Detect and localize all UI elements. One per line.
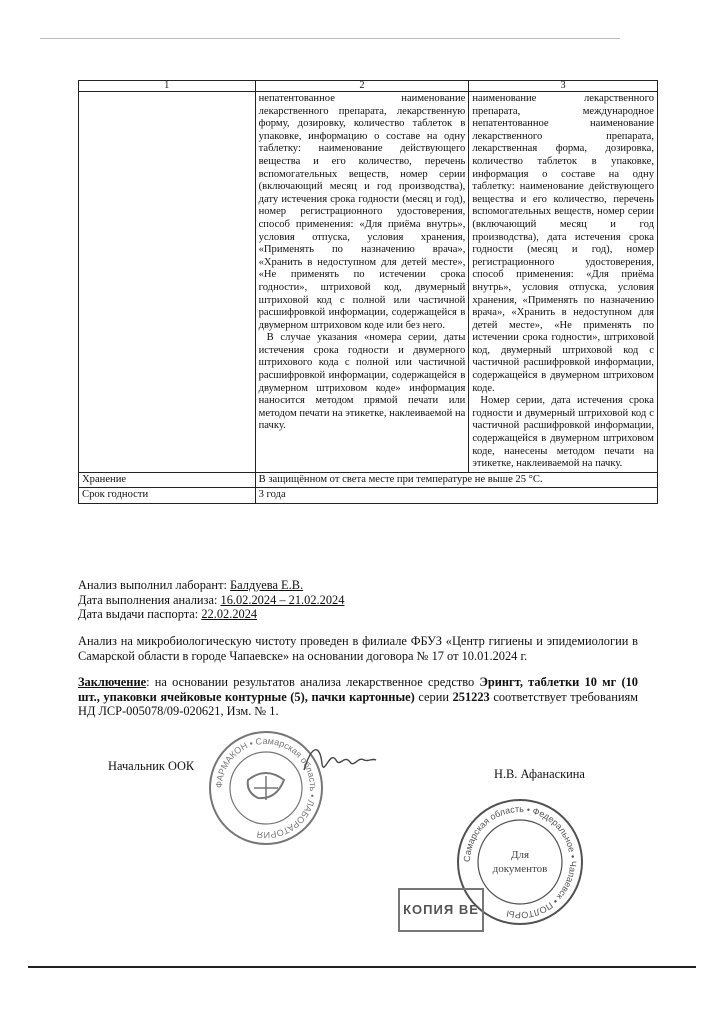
signature-icon: [300, 740, 380, 780]
conclusion-product: Эрингт, таблетки 10 мг (10 шт., упаковки ячейковые контурные (5), пачки картонные): [78, 675, 638, 704]
header-col-1: 1: [79, 81, 256, 92]
analysis-info: [78, 578, 638, 622]
analysis-dates-line: [78, 593, 638, 608]
right-stamp-ring-text: Самарская область • Федеральное • Чапаевск • ПОЛТОРЫ: [461, 803, 579, 921]
signature-title-left: Начальник ООК: [108, 759, 195, 773]
left-stamp-ring-text: ФАРМАКОН • Самарская область • ЛАБОРАТОРИЯ: [213, 735, 319, 841]
shelf-life-label: Срок годности: [79, 488, 256, 504]
requirements-paragraph: В случае указания «номера серии, даты истечения срока годности и двумерного штрихового кода с полной или частичной расшифровкой информации, содержащейся в двумерном штриховом коде» информация наносится методом прямой печати или методом печати на этикетке, наклеиваемой на пачку.: [258, 332, 466, 432]
scan-bottom-edge: [28, 966, 696, 968]
analysis-dates-value: 16.02.2024 – 21.02.2024: [220, 592, 345, 607]
conclusion-text-3: соответствует требованиям НД ЛСР-005078/09-020621, Изм. № 1.: [78, 689, 638, 718]
conclusion-text-1: : на основании результатов анализа лекарственное средство: [146, 675, 480, 689]
right-stamp-line-2: документов: [492, 863, 548, 875]
signature-name-right: Н.В. Афанаскина: [494, 767, 585, 781]
right-stamp-line-1: Для: [510, 849, 530, 861]
passport-table: [78, 80, 658, 504]
conclusion-text-2: серии: [414, 689, 453, 704]
results-cell: [469, 92, 658, 473]
header-col-3: 3: [469, 81, 658, 92]
table-row: [79, 488, 658, 504]
storage-value: В защищённом от света месте при температуре не выше 25 °С.: [255, 472, 657, 488]
conclusion-label: Заключение: [78, 675, 147, 689]
issue-date-label: Дата выдачи паспорта:: [78, 607, 202, 621]
performer-line: [78, 578, 638, 593]
conclusion: [78, 675, 638, 719]
table-row: [79, 472, 658, 488]
shelf-life-value: 3 года: [255, 488, 657, 504]
requirements-cell: [255, 92, 469, 473]
issue-date-line: [78, 607, 638, 622]
scan-top-edge: [40, 38, 620, 39]
table-row: [79, 92, 658, 473]
conclusion-series: 251223: [452, 689, 490, 704]
header-col-2: 2: [255, 81, 469, 92]
copy-stamp: КОПИЯ ВЕ: [398, 888, 484, 932]
signature-scribble: [300, 740, 380, 780]
performer-label: Анализ выполнил лаборант:: [78, 578, 231, 592]
requirements-paragraph: непатентованное наименование лекарственного препарата, лекарственную форму, дозировку, количество таблеток в упаковке, информацию о составе на одну таблетку: наименование действующего вещества и его количество, перечень вспомогательных веществ, номер серии (включающий месяц и год производства), дату истечения срока годности (месяц и год), номер регистрационного удостоверения, способ применения: «Для приёма внутрь», условия отпуска, условия хранения, «Применять по назначению врача», «Хранить в недоступном для детей месте», «Не применять по истечении срока годности», штриховой код, двумерный штриховой код с полной или частичной расшифровкой информации, содержащейся в двумерном штриховом коде или без него.: [258, 93, 466, 331]
micro-note: Анализ на микробиологическую чистоту проведен в филиале ФБУЗ «Центр гигиены и эпидемиологии в Самарской области в городе Чапаевске» на основании договора № 17 от 10.01.2024 г.: [78, 634, 638, 663]
row-label-cell: [79, 92, 256, 473]
performer-name: Балдуева Е.В.: [230, 578, 304, 592]
results-paragraph: наименование лекарственного препарата, международное непатентованное наименование лекарственного препарата, лекарственная форма, дозировка, количество таблеток в упаковке, информация о составе на одну таблетку: наименование действующего вещества и его количество, перечень вспомогательных веществ, номер серии (включающий месяц и год производства), дата истечения срока годности (месяц и год), номер регистрационного удостоверения, способ применения: «Для приёма внутрь», условия отпуска, условия хранения, «Применять по назначению врача», «Хранить в недоступном для детей месте», «Не применять по истечении срока годности», штриховой код, двумерный штриховой код с частичной расшифровкой информации, содержащейся в двумерном штриховом коде.: [472, 93, 654, 394]
issue-date-value: 22.02.2024: [201, 607, 258, 621]
analysis-dates-label: Дата выполнения анализа:: [78, 592, 221, 607]
results-paragraph: Номер серии, дата истечения срока годности и двумерный штриховой код с частичной расшифровкой информации, содержащейся в двумерном штриховом коде, нанесены методом печати на этикетке, наклеиваемой на пачку.: [472, 395, 654, 470]
storage-label: Хранение: [79, 472, 256, 488]
